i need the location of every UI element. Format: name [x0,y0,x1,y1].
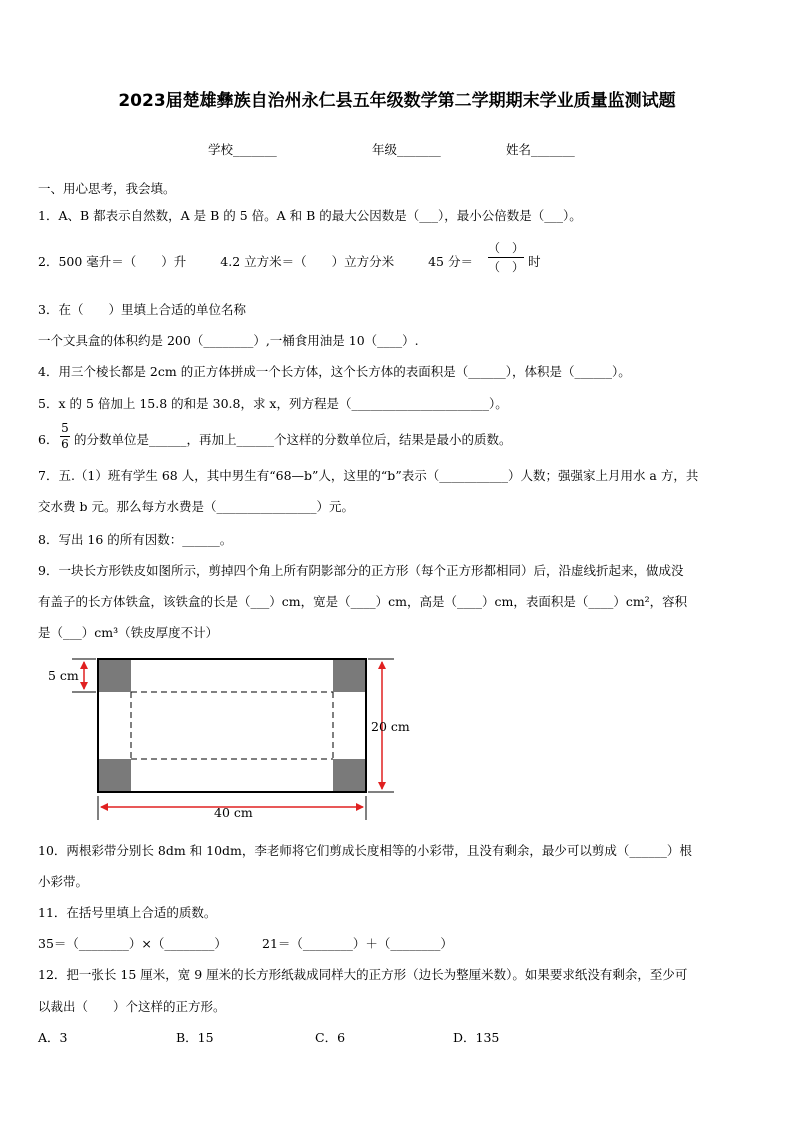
fraction-bar [488,257,524,258]
question-10-line-1: 10．两根彩带分别长 8dm 和 10dm，李老师将它们剪成长度相等的小彩带，且没有剩余，最少可以剪成（______）根 [38,843,692,858]
fraction-denominator: 6 [61,437,69,451]
question-9-line-3: 是（___）cm³（铁皮厚度不计） [38,625,219,640]
question-4: 4．用三个棱长都是 2cm 的正方体拼成一个长方体，这个长方体的表面积是（______），体积是（______）。 [38,364,631,379]
fraction-numerator: 5 [61,421,69,435]
q2-unit: 时 [528,254,541,269]
option-b: B．15 [176,1030,214,1045]
question-12-line-2: 以裁出（ ）个这样的正方形。 [38,999,226,1014]
q2-part-c: 45 分＝ [428,254,473,269]
question-7-line-1: 7．五.（1）班有学生 68 人，其中男生有“68—b”人，这里的“b”表示（___________）人数；强强家上月用水 a 方，共 [38,468,699,483]
sheet-outline [98,659,366,792]
section-heading: 一、用心思考，我会填。 [38,181,176,196]
question-6: 的分数单位是______，再加上______个这样的分数单位后，结果是最小的质数。 [74,432,512,447]
name-field: 姓名_______ [506,142,575,157]
school-field: 学校_______ [208,142,277,157]
corner-dim-label: 5 cm [48,668,79,683]
corner-square-bottom-left [99,759,131,791]
question-6-prefix: 6． [38,432,59,447]
option-a: A．3 [38,1030,68,1045]
width-dim-label: 40 cm [214,805,253,820]
option-c: C．6 [315,1030,346,1045]
corner-square-top-right [333,660,365,692]
option-d: D．135 [453,1030,500,1045]
question-8: 8．写出 16 的所有因数：______。 [38,532,233,547]
fraction-numerator: （ ） [488,241,525,255]
question-12-line-1: 12．把一张长 15 厘米，宽 9 厘米的长方形纸裁成同样大的正方形（边长为整厘米数）。如果要求纸没有剩余，至少可 [38,967,688,982]
fraction-denominator: （ ） [488,260,525,274]
corner-square-bottom-right [333,759,365,791]
question-10-line-2: 小彩带。 [38,874,89,889]
question-1: 1．A、B 都表示自然数，A 是 B 的 5 倍。A 和 B 的最大公因数是（___），最小公倍数是（___）。 [38,208,582,223]
question-3-line-1: 3．在（ ）里填上合适的单位名称 [38,302,246,317]
q2-part-b: 4.2 立方米＝（ ）立方分米 [220,254,395,269]
question-7-line-2: 交水费 b 元。那么每方水费是（________________）元。 [38,499,354,514]
page-title: 2023届楚雄彝族自治州永仁县五年级数学第二学期期末学业质量监测试题 [118,91,676,111]
corner-square-top-left [99,660,131,692]
q2-part-a: 2．500 毫升＝（ ）升 [38,254,187,269]
q6-fraction [60,421,70,452]
grade-field: 年级_______ [372,142,441,157]
question-9-line-1: 9．一块长方形铁皮如图所示，剪掉四个角上所有阴影部分的正方形（每个正方形都相同）后，沿虚线折起来，做成没 [38,563,684,578]
sheet-diagram [40,650,420,830]
question-5: 5．x 的 5 倍加上 15.8 的和是 30.8，求 x，列方程是（______________________）。 [38,396,508,411]
question-2 [38,254,473,270]
question-11-equation-2: 21＝（________）＋（________） [262,936,453,951]
height-dim-label: 20 cm [371,719,410,734]
question-3-line-2: 一个文具盒的体积约是 200（________）,一桶食用油是 10（____）. [38,333,419,348]
question-11-equation-1: 35＝（________）×（________） [38,936,227,951]
question-11-line-1: 11．在括号里填上合适的质数。 [38,905,217,920]
q2-fraction [488,240,524,275]
question-9-line-2: 有盖子的长方体铁盒，该铁盒的长是（___）cm，宽是（____）cm，高是（____）cm，表面积是（____）cm²，容积 [38,594,688,609]
